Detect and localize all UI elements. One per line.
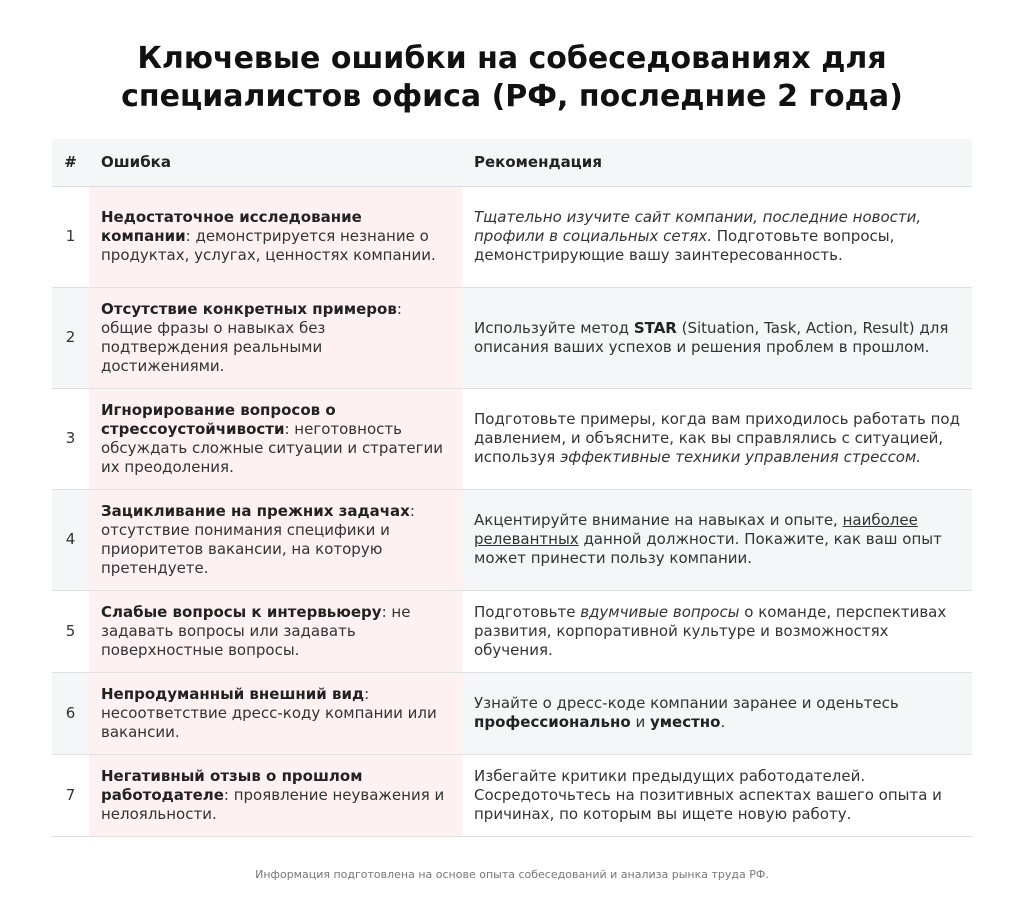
error-cell [89, 287, 462, 388]
table-header-row [52, 139, 972, 186]
title-line-1: Ключевые ошибки на собеседованиях для [137, 41, 887, 76]
rec-italic: вдумчивые вопросы [580, 602, 740, 621]
error-cell [89, 489, 462, 590]
recommendation-cell [462, 754, 972, 836]
rec-text: данной должности. Покажите, как ваш опыт может принести пользу компании. [474, 530, 942, 567]
error-title: Негативный отзыв о прошлом работодателе [101, 766, 363, 804]
error-title: Зацикливание на прежних задачах [101, 501, 410, 520]
rec-text: Подготовьте [474, 602, 581, 621]
rec-text: и [630, 713, 650, 731]
table-row [52, 388, 972, 489]
rec-italic: Тщательно изучите сайт компании, последние новости, профили в социальных сетях. [474, 208, 922, 245]
rec-bold: уместно [649, 713, 721, 731]
row-number: 4 [52, 489, 89, 590]
error-text: : не задавать вопросы или задавать поверхностные вопросы. [101, 602, 411, 659]
table-row [52, 287, 972, 388]
header-recommendation: Рекомендация [462, 139, 972, 186]
rec-underline: наиболее релевантных [474, 511, 918, 548]
table-row [52, 186, 972, 287]
rec-text: Избегайте критики предыдущих работодателей. Сосредоточьтесь на позитивных аспектах вашего опыта и причинах, по которым вы ищете новую работу. [474, 766, 942, 823]
recommendation-cell [462, 186, 972, 287]
error-text: : неготовность обсуждать сложные ситуации и стратегии их преодоления. [101, 419, 443, 476]
page-title [0, 40, 1024, 116]
error-text: : общие фразы о навыках без подтверждения реальными достижениями. [101, 299, 402, 375]
error-title: Слабые вопросы к интервьюеру [101, 602, 382, 621]
rec-text: (Situation, Task, Action, Result) для описания ваших успехов и решения проблем в прошлом. [474, 318, 949, 356]
error-cell [89, 388, 462, 489]
recommendation-cell [462, 287, 972, 388]
error-title: Игнорирование вопросов о стрессоустойчивости [101, 400, 336, 438]
error-cell [89, 186, 462, 287]
error-text: : проявление неуважения и нелояльности. [101, 785, 445, 823]
recommendation-cell [462, 388, 972, 489]
error-cell [89, 590, 462, 672]
row-number: 6 [52, 672, 89, 754]
error-title: Отсутствие конкретных примеров [101, 299, 397, 318]
title-line-2: специалистов офиса (РФ, последние 2 года) [121, 79, 903, 114]
error-text: : несоответствие дресс-коду компании или вакансии. [101, 684, 437, 741]
recommendation-cell [462, 672, 972, 754]
table-row [52, 590, 972, 672]
error-cell [89, 672, 462, 754]
rec-text: . [720, 713, 726, 731]
row-number: 1 [52, 186, 89, 287]
mistakes-table [52, 139, 972, 837]
recommendation-cell [462, 489, 972, 590]
row-number: 3 [52, 388, 89, 489]
rec-italic: эффективные техники управления стрессом. [560, 448, 922, 466]
rec-bold: STAR [633, 318, 677, 337]
table-row [52, 754, 972, 836]
rec-text: Акцентируйте внимание на навыках и опыте, [474, 511, 843, 529]
error-title: Непродуманный внешний вид [101, 684, 365, 703]
recommendation-cell [462, 590, 972, 672]
row-number: 7 [52, 754, 89, 836]
row-number: 5 [52, 590, 89, 672]
rec-text: Узнайте о дресс-коде компании заранее и оденьтесь [474, 694, 899, 712]
error-title: Недостаточное исследование компании [101, 208, 362, 245]
rec-text: Используйте метод [474, 318, 634, 337]
error-text: : отсутствие понимания специфики и приоритетов вакансии, на которую претендуете. [101, 501, 415, 577]
error-text: : демонстрируется незнание о продуктах, услугах, ценностях компании. [101, 227, 436, 264]
error-cell [89, 754, 462, 836]
rec-text: Подготовьте примеры, когда вам приходилось работать под давлением, и объясните, как вы справлялись с ситуацией, используя [474, 410, 960, 466]
rec-text: о команде, перспективах развития, корпоративной культуре и возможностях обучения. [474, 602, 947, 659]
rec-text: Подготовьте вопросы, демонстрирующие вашу заинтересованность. [474, 227, 895, 264]
table-row [52, 489, 972, 590]
footer-note: Информация подготовлена на основе опыта собеседований и анализа рынка труда РФ. [255, 868, 769, 881]
header-num: # [52, 139, 89, 186]
table-row [52, 672, 972, 754]
rec-bold: профессионально [474, 713, 631, 731]
row-number: 2 [52, 287, 89, 388]
header-error: Ошибка [89, 139, 462, 186]
